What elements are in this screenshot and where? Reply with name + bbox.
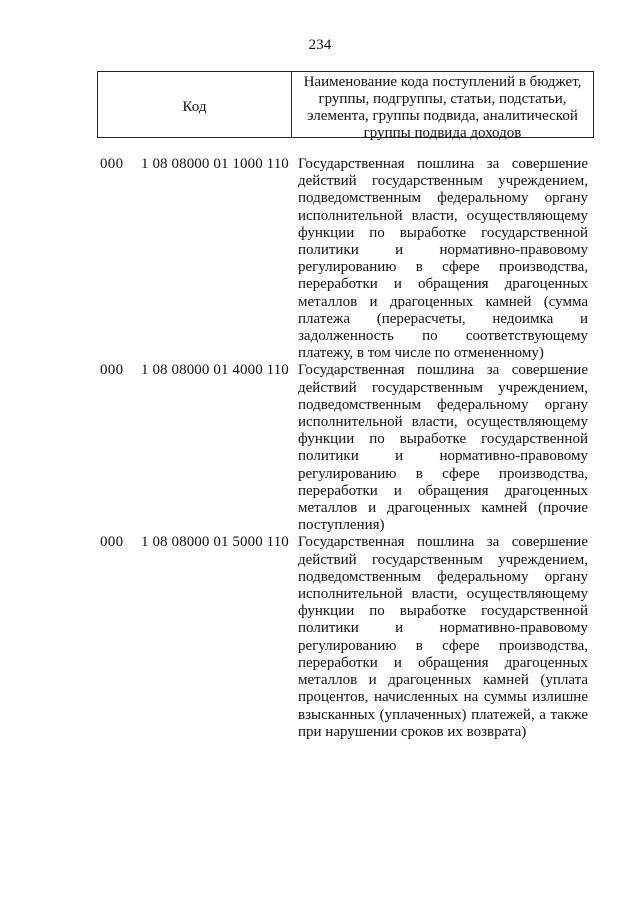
admin-code-cell: 000 [100, 534, 124, 551]
table-row [0, 156, 640, 362]
column-header-code: Код [98, 72, 292, 137]
page-number: 234 [308, 37, 332, 53]
admin-code-cell: 000 [100, 156, 124, 172]
table-body [0, 156, 640, 741]
column-header-name: Наименование кода поступлений в бюджет, группы, подгруппы, статьи, подстатьи, элемента, группы подвида, аналитической группы подвида доходов [303, 74, 582, 141]
table-row [0, 362, 640, 534]
table-header [97, 71, 594, 141]
table-row [0, 534, 640, 740]
income-code-cell: 1 08 08000 01 5000 110 [141, 534, 289, 551]
income-code-cell: 1 08 08000 01 4000 110 [141, 362, 289, 379]
description-cell: Государственная пошлина за совершение действий государственным учреждением, подведомственным федеральному органу исполнительной власти, осуществляющему функции по выработке государственной политики и нормативно-правовому регулированию в сфере производства, переработки и обращения драгоценных металлов и драгоценных камней (уплата процентов, начисленных на суммы излишне взысканных (уплаченных) платежей, а также при нарушении сроков их возврата) [298, 534, 588, 740]
admin-code-cell: 000 [100, 362, 124, 379]
description-cell: Государственная пошлина за совершение действий государственным учреждением, подведомственным федеральному органу исполнительной власти, осуществляющему функции по выработке государственной политики и нормативно-правовому регулированию в сфере производства, переработки и обращения драгоценных металлов и драгоценных камней (прочие поступления) [298, 362, 588, 534]
income-code-cell: 1 08 08000 01 1000 110 [141, 156, 289, 172]
description-cell: Государственная пошлина за совершение действий государственным учреждением, подведомственным федеральному органу исполнительной власти, осуществляющему функции по выработке государственной политики и нормативно-правовому регулированию в сфере производства, переработки и обращения драгоценных металлов и драгоценных камней (сумма платежа (перерасчеты, недоимка и задолженность по соответствующему платежу, в том числе по отмененному) [298, 156, 588, 362]
